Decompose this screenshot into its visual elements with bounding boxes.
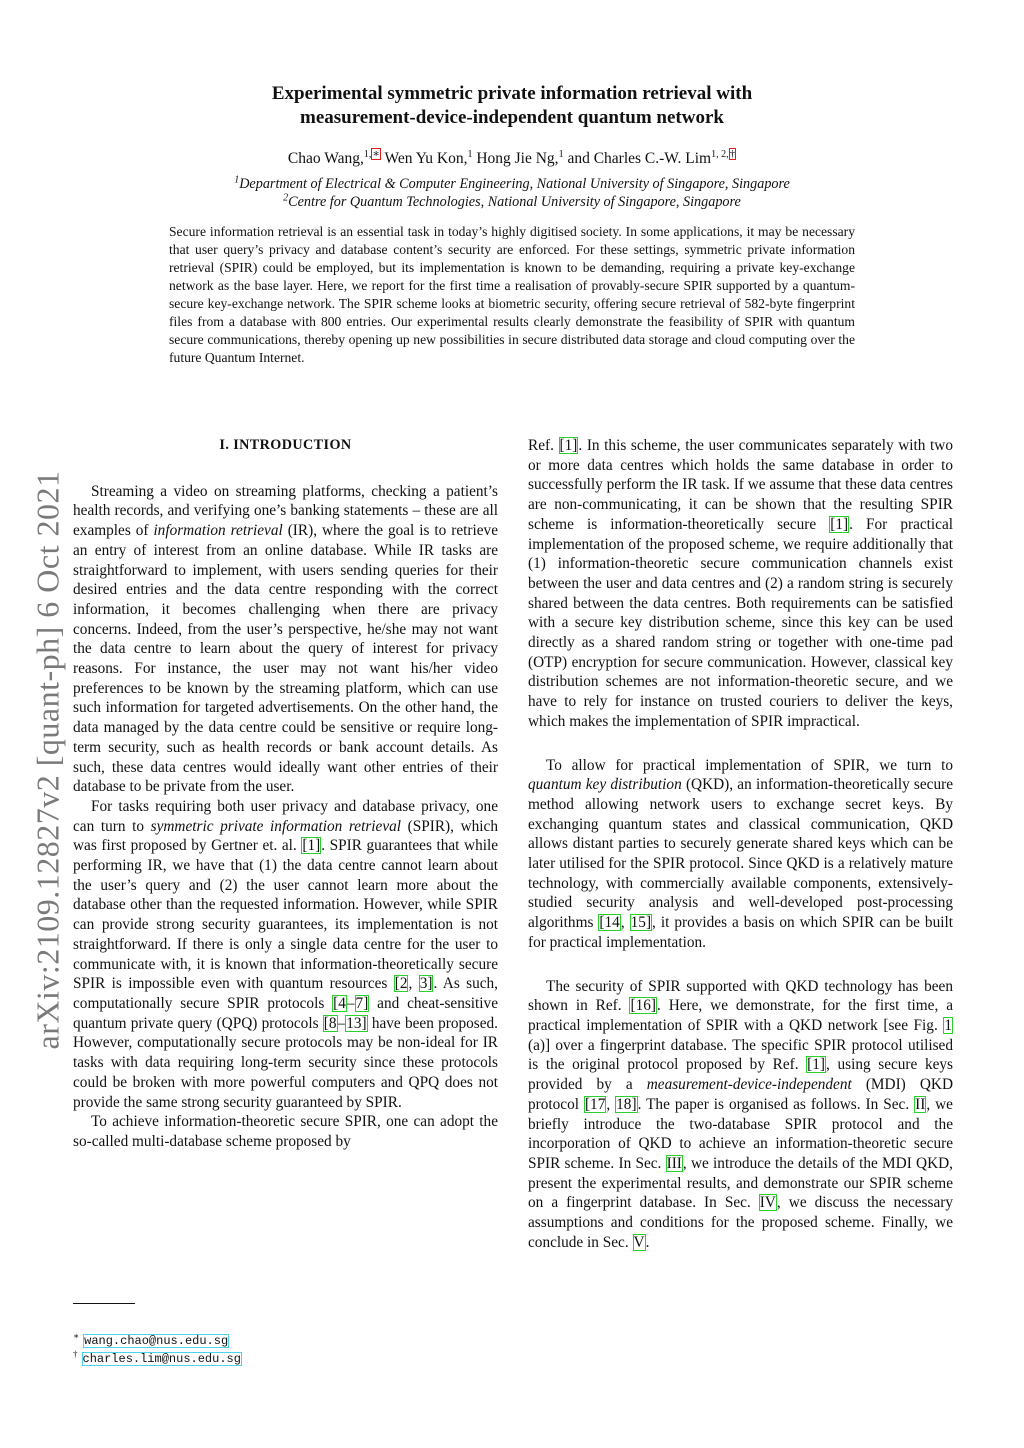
text-run: . The paper is organised as follows. In Sec.	[637, 1095, 915, 1113]
text-run: . As such, computationally secure SPIR protocols	[73, 975, 499, 1012]
citation-link[interactable]: 18]	[616, 1095, 637, 1113]
author-3: Hong Jie Ng,	[476, 150, 559, 167]
citation-link[interactable]: 3]	[419, 975, 433, 993]
text-run: ,	[606, 1095, 616, 1113]
abstract: Secure information retrieval is an essential task in today’s highly digitised society. In some applications, it may be necessary that user query’s privacy and database content’s security are enforced. For these settings, symmetric private information retrieval (SPIR) could be employed, but its implementation is known to be demanding, requiring a private key-exchange network as the base layer. Here, we report for the first time a realisation of provably-secure SPIR supported by a quantum-secure key-exchange network. The SPIR scheme looks at biometric security, offering secure retrieval of 582-byte fingerprint files from a database with 800 entries. Our experimental results clearly demonstrate the feasibility of SPIR with quantum secure communications, thereby opening up new possibilities in secure distributed data storage and cloud computing over the future Quantum Internet.	[169, 224, 855, 365]
figure-link[interactable]: 1	[944, 1016, 952, 1034]
affiliation-1-text: Department of Electrical & Computer Engineering, National University of Singapore, Singapore	[239, 176, 790, 192]
footnote-2	[73, 1350, 242, 1368]
citation-link[interactable]: [1]	[302, 837, 321, 855]
text-run: have been proposed. However, computationally secure protocols may be non-ideal for IR tasks with data requiring long-term security since these protocols could be broken with more powerful computers and QPQ does not provide the same strong security guaranteed by SPIR.	[73, 1014, 498, 1111]
affiliation-2	[120, 194, 904, 211]
citation-link[interactable]: [1]	[830, 515, 849, 533]
affiliation-2-text: Centre for Quantum Technologies, National University of Singapore, Singapore	[288, 194, 741, 210]
author-list	[120, 147, 904, 168]
emphasis: measurement-device-independent	[646, 1076, 852, 1094]
citation-link[interactable]: [2	[394, 975, 408, 993]
right-column	[528, 436, 953, 1252]
email-link-wang[interactable]: wang.chao@nus.edu.sg	[84, 1334, 229, 1348]
affiliation-1	[120, 176, 904, 193]
footnotes	[73, 1332, 242, 1368]
affiliation-1-number: 1	[234, 174, 240, 186]
citation-link[interactable]: [4	[333, 994, 346, 1012]
arxiv-sidebar	[26, 450, 70, 1070]
author-1: Chao Wang,	[287, 150, 364, 167]
intro-paragraph-3: To achieve information-theoretic secure SPIR, one can adopt the so-called multi-database scheme proposed by	[73, 1113, 498, 1150]
section-link[interactable]: II	[915, 1095, 926, 1113]
title-line-2: measurement-device-independent quantum network	[300, 107, 724, 128]
footnote-1-mark: ∗	[73, 1330, 80, 1341]
right-paragraph-3	[528, 977, 953, 1253]
citation-link[interactable]: [1]	[559, 437, 578, 454]
emphasis: information retrieval	[153, 522, 283, 540]
text-run: ,	[408, 975, 419, 993]
section-title-introduction: I. INTRODUCTION	[219, 437, 352, 453]
right-paragraph-1	[528, 436, 953, 732]
author-2: Wen Yu Kon,	[384, 150, 468, 167]
footnote-2-mark: †	[73, 1348, 78, 1359]
text-run: To allow for practical implementation of SPIR, we turn to	[546, 756, 953, 774]
text-run: , we discuss the necessary assumptions and conditions for the proposed scheme. Finally, we conclude in Sec.	[528, 1194, 953, 1251]
text-run: –	[346, 994, 355, 1012]
text-run: Streaming a video on streaming platforms, checking a patient’s health records, and verifying one’s banking statements – these are all examples of	[73, 482, 498, 540]
text-run: (MDI) QKD protocol	[528, 1076, 953, 1113]
footnote-rule	[73, 1303, 135, 1304]
citation-link[interactable]: [1]	[807, 1056, 826, 1074]
citation-link[interactable]: 15]	[630, 914, 652, 932]
section-link[interactable]: IV	[759, 1194, 776, 1212]
text-run: ,	[620, 914, 630, 932]
citation-link[interactable]: 7]	[355, 994, 369, 1012]
author-1-footnote-link[interactable]: ∗	[372, 147, 380, 160]
text-run: , using secure keys provided by a	[528, 1056, 953, 1094]
section-link[interactable]: V	[633, 1233, 645, 1251]
arxiv-identifier: arXiv:2109.12827v2 [quant-ph] 6 Oct 2021	[29, 470, 66, 1050]
author-1-affil: 1,	[363, 148, 372, 160]
text-run: Ref.	[528, 437, 559, 454]
text-run: (SPIR), which was first proposed by Gertner et. al.	[73, 817, 498, 855]
text-run: For tasks requiring both user privacy and database privacy, one can turn to	[73, 797, 498, 835]
author-4-footnote-link[interactable]: †	[729, 147, 736, 160]
text-run: , we introduce the details of the MDI QKD, present the experimental results, and demonstrate our SPIR scheme on a fingerprint database. In Sec.	[528, 1154, 953, 1212]
text-run: The security of SPIR supported with QKD technology has been shown in Ref.	[528, 977, 953, 1015]
paper-title	[150, 82, 874, 130]
intro-paragraph-2	[73, 797, 498, 1112]
intro-paragraph-1	[73, 482, 498, 797]
affiliation-2-number: 2	[283, 192, 289, 204]
text-run: . SPIR guarantees that while performing IR, we have that (1) the data centre cannot learn about the user’s query and (2) the user cannot learn more about the database other than the requested information. However, while SPIR can provide strong security guarantees, its implementation is not straightforward. If there is only a single data centre for the user to communicate with, it is known that information-theoretically secure SPIR is impossible even with quantum resources	[73, 837, 499, 993]
emphasis: quantum key distribution	[528, 776, 682, 794]
text-run: (a)] over a fingerprint database. The specific SPIR protocol utilised is the original protocol proposed by Ref.	[528, 1036, 953, 1074]
text-run: (IR), where the goal is to retrieve an entry of interest from an online database. While IR tasks are straightforward to implement, with users sending queries for their desired entries and the data centre responding with the correct information, it becomes challenging when there are privacy concerns. Indeed, from the user’s perspective, he/she may not want the data centre to learn about the query of interest for privacy reasons. For instance, the user may not want his/her video preferences to be known by the streaming platform, which can use such information for targeted advertisements. On the other hand, the data managed by the data centre could be sensitive or require long-term security, such as health records or bank account details. As such, these data centres would ideally want other entries of their database to be private from the user.	[73, 522, 498, 796]
citation-link[interactable]: [16]	[630, 997, 656, 1015]
text-run: and cheat-sensitive quantum private query (QPQ) protocols	[73, 994, 498, 1032]
author-4-affil: 1, 2,	[711, 148, 729, 160]
text-run: . Here, we demonstrate, for the first time, a practical implementation of SPIR with a QKD network [see Fig.	[528, 997, 953, 1034]
title-line-1: Experimental symmetric private information retrieval with	[271, 83, 753, 104]
right-paragraph-2	[528, 756, 953, 953]
author-and: and	[567, 150, 590, 167]
emphasis: symmetric private information retrieval	[150, 817, 402, 835]
citation-link[interactable]: [8	[323, 1014, 337, 1032]
text-run: , it provides a basis on which SPIR can be built for practical implementation.	[528, 914, 953, 951]
footnote-1	[73, 1332, 242, 1350]
text-run: . In this scheme, the user communicates separately with two or more data centres which holds the same database in order to successfully perform the IR task. If we assume that these data centres are non-communicating, it can be shown that the resulting SPIR scheme is information-theoretically secure	[528, 437, 953, 533]
author-4: Charles C.-W. Lim	[593, 150, 712, 167]
left-column	[73, 436, 498, 1152]
text-run: . For practical implementation of the proposed scheme, we require additionally that (1) information-theoretic secure communication channels exist between the user and data centres and (2) a random string is securely shared between the data centres. Both requirements can be satisfied with a secure key distribution scheme, since this key can be used directly as a shared random string or together with one-time pad (OTP) encryption for secure communication. However, classical key distribution schemes are not information-theoretic secure, and we have to rely for instance on trusted couriers to deliver the keys, which makes the implementation of SPIR impractical.	[528, 515, 953, 730]
citation-link[interactable]: 13]	[346, 1014, 367, 1032]
text-run: (QKD), an information-theoretically secure method allowing network users to exchange secret keys. By exchanging quantum states and classical communication, QKD allows distant parties to securely generate shared keys which can be later utilised for the SPIR protocol. Since QKD is a relatively mature technology, with commercially available components, extensively-studied security analysis and well-developed post-processing algorithms	[528, 776, 953, 932]
author-3-affil: 1	[558, 148, 564, 160]
text-run: .	[645, 1233, 650, 1251]
text-run: –	[337, 1014, 346, 1032]
citation-link[interactable]: [17	[584, 1095, 606, 1113]
text-run: , we briefly introduce the two-database SPIR protocol and the incorporation of QKD to achieve an information-theoretic secure SPIR scheme. In Sec.	[528, 1095, 953, 1172]
citation-link[interactable]: [14	[599, 914, 620, 932]
email-link-lim[interactable]: charles.lim@nus.edu.sg	[82, 1352, 241, 1366]
section-link[interactable]: III	[666, 1154, 682, 1172]
author-2-affil: 1	[467, 148, 473, 160]
